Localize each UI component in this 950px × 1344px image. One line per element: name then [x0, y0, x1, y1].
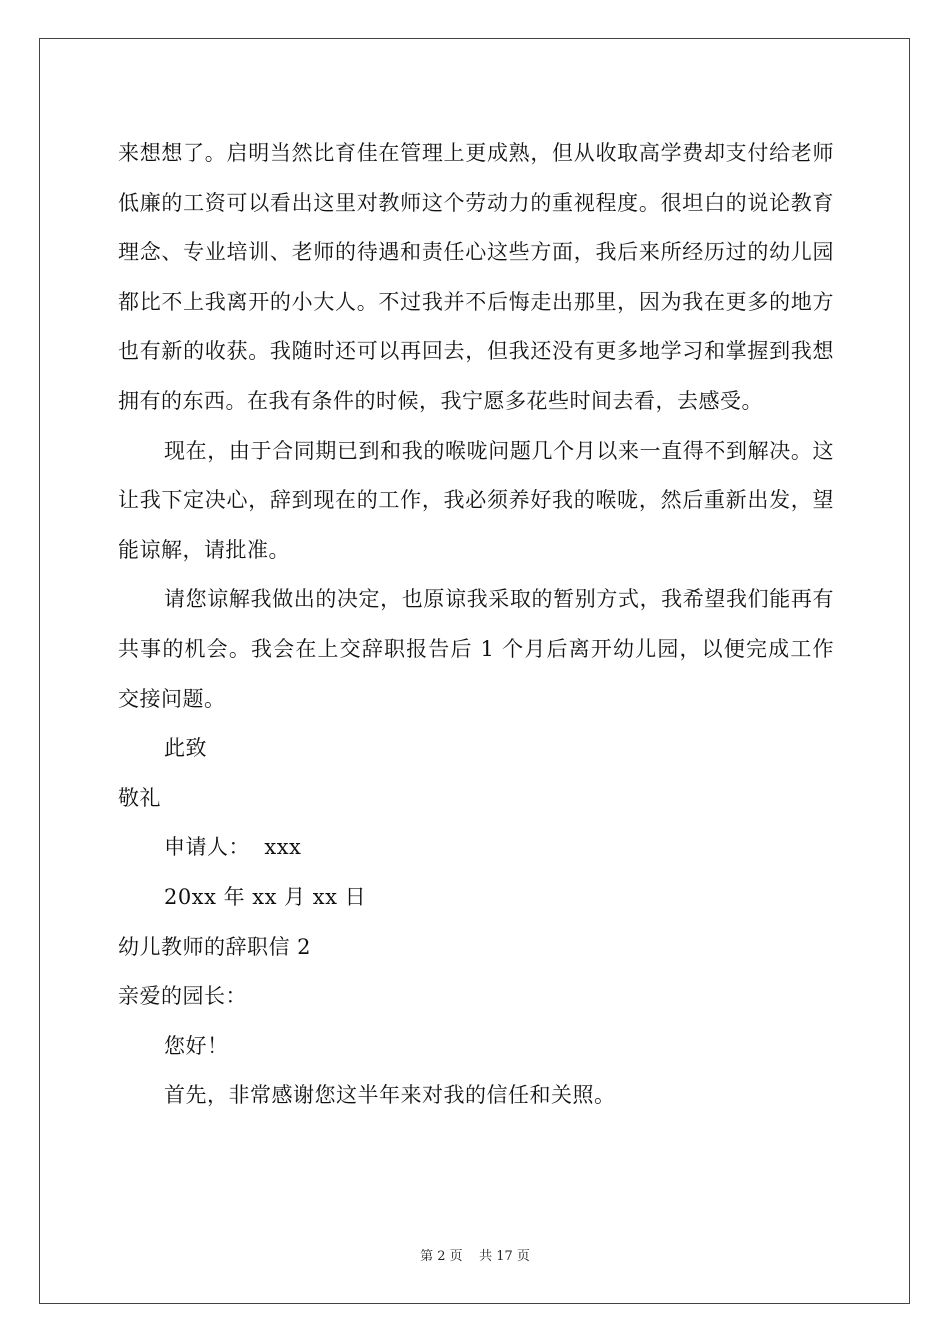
- paragraph-3: 请您谅解我做出的决定，也原谅我采取的暂别方式，我希望我们能再有共事的机会。我会在上交辞职报告后 1 个月后离开幼儿园，以便完成工作交接问题。: [118, 587, 834, 711]
- first-line: 首先，非常感谢您这半年来对我的信任和关照。: [164, 1083, 616, 1108]
- section-title: 幼儿教师的辞职信 2: [118, 934, 312, 959]
- paragraph-1: 来想想了。启明当然比育佳在管理上更成熟，但从收取高学费却支付给老师低廉的工资可以看出这里对教师这个劳动力的重视程度。很坦白的说论教育理念、专业培训、老师的待遇和责任心这些方面，我后来所经历过的幼儿园都比不上我离开的小大人。不过我并不后悔走出那里，因为我在更多的地方也有新的收获。我随时还可以再回去，但我还没有更多地学习和掌握到我想拥有的东西。在我有条件的时候，我宁愿多花些时间去看，去感受。: [118, 141, 834, 413]
- date-line: 20xx 年 xx 月 xx 日: [164, 884, 367, 909]
- greeting-line: 亲爱的园长：: [118, 984, 247, 1009]
- document-body: [118, 129, 834, 1121]
- page-footer: 第 2 页 共 17 页: [420, 1249, 530, 1264]
- applicant-line: 申请人： xxx: [164, 835, 302, 860]
- hello-line: 您好！: [164, 1033, 229, 1058]
- salute-line: 敬礼: [118, 785, 161, 810]
- paragraph-2: 现在，由于合同期已到和我的喉咙问题几个月以来一直得不到解决。这让我下定决心，辞到现在的工作，我必须养好我的喉咙，然后重新出发，望能谅解，请批准。: [118, 438, 834, 562]
- closing-line: 此致: [164, 736, 207, 761]
